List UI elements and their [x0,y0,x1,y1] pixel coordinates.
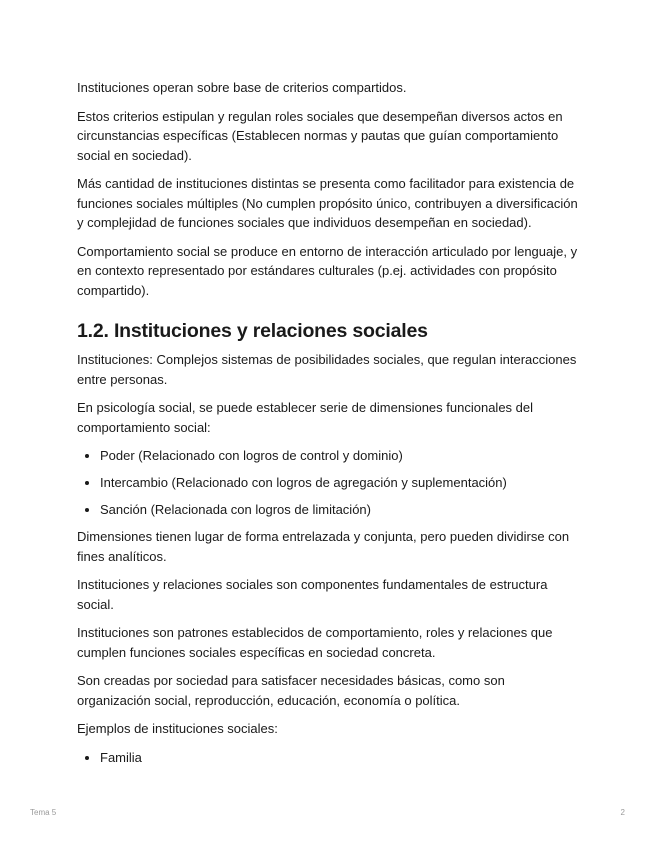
dimensions-list [77,446,582,520]
paragraph: En psicología social, se puede establecer serie de dimensiones funcionales del comportamiento social: [77,400,534,435]
paragraph: Dimensiones tienen lugar de forma entrelazada y conjunta, pero pueden dividirse con fines analíticos. [77,529,570,564]
list-item: • Poder (Relacionado con logros de control y dominio) [100,446,582,466]
paragraph: Instituciones son patrones establecidos de comportamiento, roles y relaciones que cumplen funciones sociales específicas en sociedad concreta. [77,625,553,660]
paragraph: Instituciones operan sobre base de criterios compartidos. [77,80,407,95]
list-item: • Intercambio (Relacionado con logros de agregación y suplementación) [100,473,582,493]
list-item: • Sanción (Relacionada con logros de limitación) [100,500,582,520]
paragraph: Instituciones y relaciones sociales son componentes fundamentales de estructura social. [77,577,548,612]
paragraph: Instituciones: Complejos sistemas de posibilidades sociales, que regulan interacciones entre personas. [77,352,577,387]
paragraph: Son creadas por sociedad para satisfacer necesidades básicas, como son organización social, reproducción, educación, economía o política. [77,673,505,708]
section-heading: 1.2. Instituciones y relaciones sociales [77,320,428,342]
paragraph: Más cantidad de instituciones distintas se presenta como facilitador para existencia de funciones sociales múltiples (No cumplen propósito único, contribuyen a diversificación y complejidad de funciones sociales que individuos desempeñan en sociedad). [77,176,578,230]
examples-list [77,748,582,768]
paragraph: Ejemplos de instituciones sociales: [77,721,278,736]
page-number: 2 [620,808,625,817]
paragraph: Comportamiento social se produce en entorno de interacción articulado por lenguaje, y en contexto representado por estándares culturales (p.ej. actividades con propósito compartido). [77,243,578,298]
list-item: • Familia [100,748,582,768]
paragraph: Estos criterios estipulan y regulan roles sociales que desempeñan diversos actos en circunstancias específicas (Establecen normas y pautas que guían comportamiento social en sociedad). [77,108,563,163]
footer-chapter-label: Tema 5 [30,808,57,817]
document-page [77,78,582,775]
